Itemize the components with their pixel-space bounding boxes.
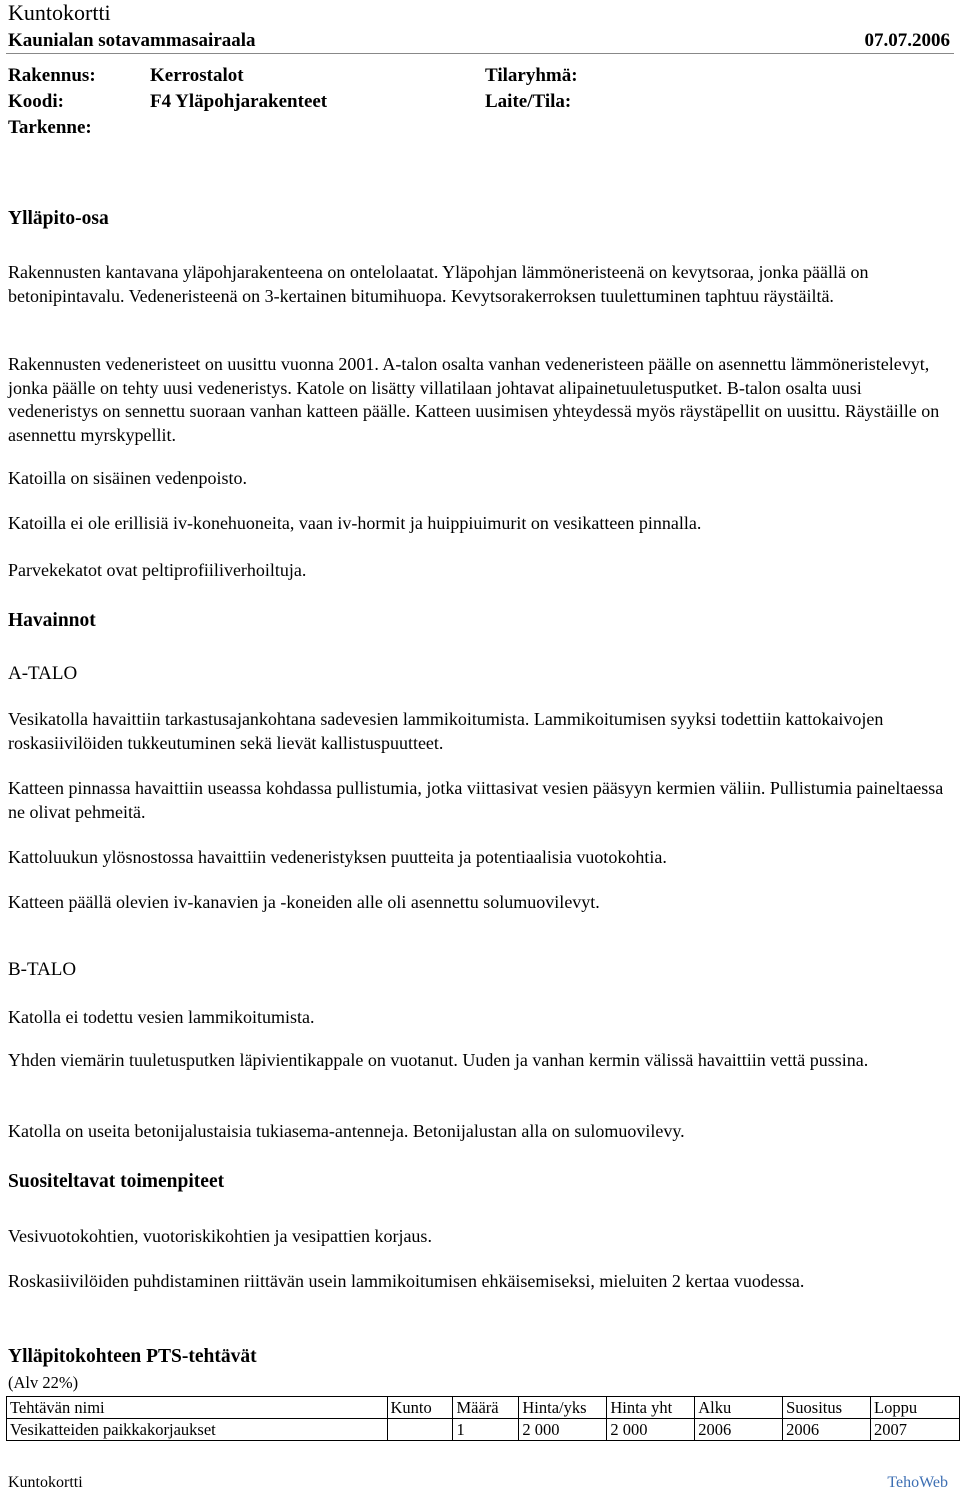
- table-cell: 2006: [783, 1419, 871, 1441]
- yllapito-paragraph: Parvekekatot ovat peltiprofiiliverhoiltuja.: [8, 560, 307, 580]
- organization-name: Kaunialan sotavammasairaala: [8, 30, 256, 51]
- header-divider: [6, 53, 954, 54]
- table-cell: 2006: [695, 1419, 783, 1441]
- yllapito-paragraph: Rakennusten kantavana yläpohjarakenteena on ontelolaatat. Yläpohjan lämmöneristeenä on kevytsoraa, jonka päällä on betonipintavalu. Vedeneristeenä on 3-kertainen bitumihuopa. Kevytsorakerroksen tuulettuminen taphtuu räystäiltä.: [8, 262, 869, 306]
- vat-note: (Alv 22%): [8, 1373, 79, 1392]
- observation-paragraph: Katteen päällä olevien iv-kanavien ja -koneiden alle oli asennettu solumuovilevyt.: [8, 892, 600, 912]
- footer-left: Kuntokortti: [8, 1474, 83, 1491]
- column-header: Hinta yht: [607, 1397, 695, 1419]
- table-cell: 2007: [871, 1419, 960, 1441]
- column-header: Tehtävän nimi: [7, 1397, 388, 1419]
- tarkenne-label: Tarkenne:: [8, 117, 92, 138]
- column-header: Loppu: [871, 1397, 960, 1419]
- footer-brand-link[interactable]: TehoWeb: [887, 1474, 948, 1491]
- pts-heading: Ylläpitokohteen PTS-tehtävät: [8, 1346, 257, 1367]
- observation-paragraph: Kattoluukun ylösnostossa havaittiin vedeneristyksen puutteita ja potentiaalisia vuotokohtia.: [8, 847, 667, 867]
- havainnot-heading: Havainnot: [8, 610, 96, 631]
- table-cell: 1: [453, 1419, 519, 1441]
- table-cell: 2 000: [607, 1419, 695, 1441]
- laite-tila-label: Laite/Tila:: [485, 91, 572, 112]
- rakennus-value: Kerrostalot: [150, 65, 244, 86]
- yllapito-heading: Ylläpito-osa: [8, 208, 109, 229]
- koodi-value: F4 Yläpohjarakenteet: [150, 91, 328, 112]
- page-title: Kuntokortti: [8, 0, 111, 25]
- observation-paragraph: Yhden viemärin tuuletusputken läpivientikappale on vuotanut. Uuden ja vanhan kermin välissä havaittiin vettä pussina.: [8, 1050, 869, 1070]
- observation-paragraph: Vesikatolla havaittiin tarkastusajankohtana sadevesien lammikoitumista. Lammikoitumisen syyksi todettiin kattokaivojen roskasiivilöiden tukkeutuminen sekä lievät kallistuspuutteet.: [8, 709, 884, 753]
- rakennus-label: Rakennus:: [8, 65, 96, 86]
- column-header: Suositus: [783, 1397, 871, 1419]
- yllapito-paragraph: Rakennusten vedeneristeet on uusittu vuonna 2001. A-talon osalta vanhan vedeneristeen päälle on asennettu lämmöneristelevyt, jonka päälle on tehty uusi vedeneristys. Katole on lisätty villatilaan johtavat alipainetuuletusputket. B-talon osalta uusi vedeneristys on sennettu suoraan vanhan katteen päälle. Katteen uusimisen yhteydessä myös räystäpellit on uusittu. Räystäille on asennettu myrskypellit.: [8, 354, 940, 445]
- recommendation-paragraph: Roskasiivilöiden puhdistaminen riittävän usein lammikoitumisen ehkäisemiseksi, mieluiten 2 kertaa vuodessa.: [8, 1271, 805, 1291]
- observation-paragraph: Katolla ei todettu vesien lammikoitumista.: [8, 1007, 315, 1027]
- observation-paragraph: Katteen pinnassa havaittiin useassa kohdassa pullistumia, jotka viittasivat vesien pääsyyn kermien väliin. Pullistumia paineltaessa ne olivat pehmeitä.: [8, 778, 944, 822]
- column-header: Kunto: [387, 1397, 453, 1419]
- column-header: Määrä: [453, 1397, 519, 1419]
- observation-paragraph: Katolla on useita betonijalustaisia tukiasema-antenneja. Betonijalustan alla on sulomuovilevy.: [8, 1121, 685, 1141]
- table-header-row: [7, 1397, 960, 1419]
- koodi-label: Koodi:: [8, 91, 64, 112]
- table-cell: Vesikatteiden paikkakorjaukset: [7, 1419, 388, 1441]
- column-header: Alku: [695, 1397, 783, 1419]
- a-talo-subheading: A-TALO: [8, 663, 78, 684]
- table-row: [7, 1419, 960, 1441]
- b-talo-subheading: B-TALO: [8, 959, 77, 980]
- tilaryhma-label: Tilaryhmä:: [485, 65, 578, 86]
- pts-table: [6, 1396, 960, 1441]
- table-cell: 2 000: [519, 1419, 607, 1441]
- yllapito-paragraph: Katoilla ei ole erillisiä iv-konehuoneita, vaan iv-hormit ja huippiuimurit on vesikatteen pinnalla.: [8, 513, 702, 533]
- table-cell: [387, 1419, 453, 1441]
- suositeltavat-heading: Suositeltavat toimenpiteet: [8, 1171, 225, 1192]
- yllapito-paragraph: Katoilla on sisäinen vedenpoisto.: [8, 468, 247, 488]
- report-date: 07.07.2006: [864, 30, 950, 51]
- column-header: Hinta/yks: [519, 1397, 607, 1419]
- recommendation-paragraph: Vesivuotokohtien, vuotoriskikohtien ja vesipattien korjaus.: [8, 1226, 432, 1246]
